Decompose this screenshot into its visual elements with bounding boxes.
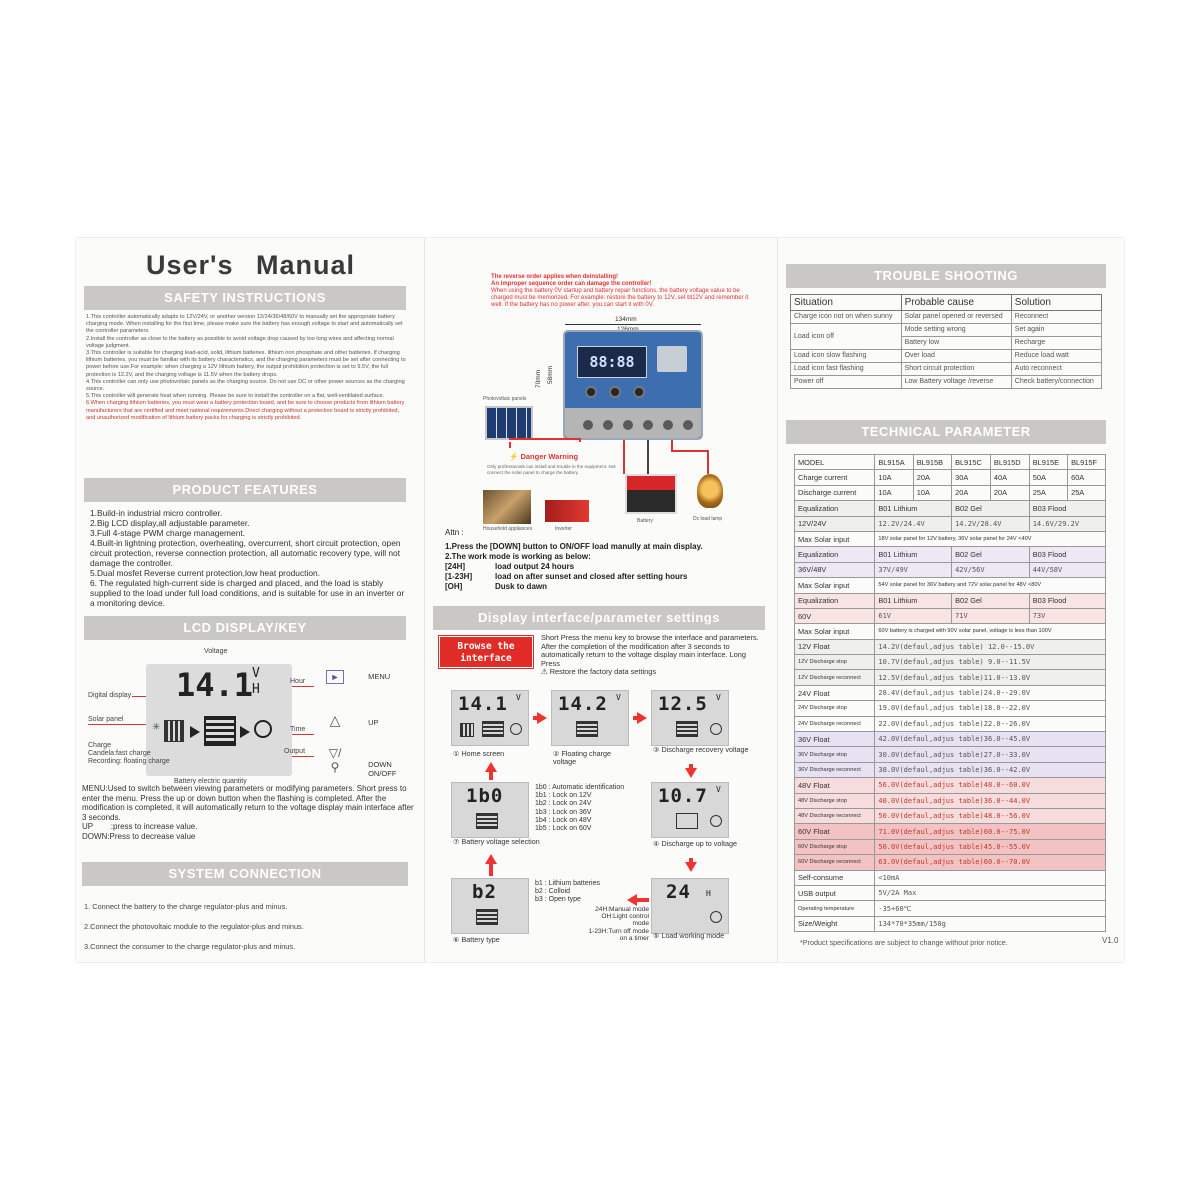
feature-item: 4.Built-in lightning protection, overheating, overcurrent, short circuit protection, open circuit protection, reverse connection protection, all automatic recovery type, will not damage the controller. [90,538,401,568]
charge-label: Charge Candela:fast charge Recording: floating charge [88,742,170,765]
param-value: 42.0V(defaul,adjus table)36.0--45.0V [875,732,1106,747]
output-label: Output [284,748,306,755]
lcd-unit-h: H [252,682,260,697]
safety-item: 2.Install the controller as close to the battery as possible to avoid voltage drop caused by too long wires and affecting normal voltage judgment. [86,335,394,349]
table-row: MODEL BL915A BL915B BL915C BL915D BL915E BL915F [795,455,1106,470]
table-row [795,732,1106,747]
safety-heading: SAFETY INSTRUCTIONS [84,286,406,310]
trouble-shooting-table: Situation Probable cause Solution Charge icon not on when sunny Solar panel opened or reversed Reconnect Load icon off Mode setting wrong Set again Battery low Recharge Load icon slow flashing Over load Reduce load watt Load icon fast flashing Short circuit protection Auto reconnect Power off Low Battery voltage /reverse Check battery/connection [790,294,1102,389]
table-row: Max Solar input 54V solar panel for 36V battery and 72V solar panel for 48V <80V [795,578,1106,593]
screen-load-mode-caption: ⑤ Load working mode [653,931,725,940]
param-label: 24V Float [795,685,875,700]
param-value: 19.0V(defaul,adjus table)18.0--22.0V [875,701,1106,716]
battery-quantity-label: Battery electric quantity [174,778,247,785]
safety-item: 1.This controller automatically adapts to 12V/24V, or another version 12/24/36/48/60V to manually set the appropriate battery charging mode. When installing for the first time, please make sure the battery has enough voltage to start and automatically set the controller parameters. [86,314,403,335]
param-value: 40.0V(defaul,adjus table)36.0--44.0V [875,793,1106,808]
param-label: USB output [795,885,875,900]
arrow-right-icon [537,712,547,724]
dimension-inner-height: 58mm [547,365,554,384]
warning-title-2: An improper sequence order can damage the controller! [491,281,652,287]
param-value: <10mA [875,870,1106,885]
table-row: Charge icon not on when sunny Solar panel opened or reversed Reconnect [791,311,1102,324]
table-row [795,639,1106,654]
household-appliances-image [483,490,531,524]
param-label: 12V Float [795,639,875,654]
browse-interface-label: Browse the interface [439,636,533,668]
panel-right [778,238,1124,962]
table-row: Max Solar input 18V solar panel for 12V battery, 36V solar panel for 24V <40V [795,531,1106,546]
key-description [82,784,418,842]
footnote: *Product specifications are subject to change without prior notice. [800,938,1008,947]
bulb-icon [254,720,272,738]
param-value: 10.7V(defaul,adjus table) 9.0--11.5V [875,655,1106,670]
browse-description: Short Press the menu key to browse the interface and parameters. After the completion of the modification after 3 seconds to automatically return to the voltage display main interface. Long Press ⚠ Restore the factory data settings [541,633,759,677]
param-value: -35+60℃ [875,901,1106,916]
table-row [795,701,1106,716]
up-key-icon: △ [329,712,341,728]
controller-button [633,386,645,398]
sun-icon: ✳ [152,722,161,733]
safety-list [86,314,408,422]
voltage-codes: 1b0 : Automatic identification 1b1 : Lock on 12V 1b2 : Lock on 24V 1b3 : Lock on 36V 1b4 : Lock on 48V 1b5 : Lock on 60V [535,784,625,833]
screen-battery-type-caption: ⑥ Battery type [453,935,500,944]
table-row: 60V 61V 71V 73V [795,608,1106,623]
table-row [795,762,1106,777]
table-row: Power off Low Battery voltage /reverse Check battery/connection [791,376,1102,389]
table-row [795,839,1106,854]
param-label: 24V Discharge stop [795,701,875,716]
system-item: 3.Connect the consumer to the charge regulator-plus and minus. [84,942,296,951]
menu-key-icon: ► [326,670,344,684]
solar-panel-label: Solar panel [88,716,124,723]
param-label: 36V Discharge stop [795,747,875,762]
param-value: 28.4V(defaul,adjus table)24.0--29.0V [875,685,1106,700]
screen-discharge-recovery: 12.5 V [651,690,729,746]
table-row: Charge current 10A 20A 30A 40A 50A 60A [795,470,1106,485]
param-label: Self-consume [795,870,875,885]
dimension-height: 70mm [535,369,542,388]
screen-discharge-recovery-caption: ③ Discharge recovery voltage [653,745,749,754]
screen-discharge-stop: 10.7 V [651,782,729,838]
inverter-image [545,500,589,522]
lcd-diagram [76,642,424,788]
panel-middle [425,238,777,962]
table-row: 36V/48V 37V/49V 42V/56V 44V/58V [795,562,1106,577]
feature-item: 6. The regulated high-current side is charged and placed, and the load is stably supplied to the load under full load conditions, and is suitable for use in an inverter or a monitoring device. [90,578,405,608]
danger-description: Only professionals can install and trouble in the equipment. Not connect the solar panel to charge the battery. [487,464,616,475]
screen-battery-voltage-caption: ⑦ Battery voltage selection [453,837,540,846]
terminal-block [565,408,701,438]
photovoltaic-label: Photovoltaic panels [483,396,527,402]
param-value: 56.0V(defaul,adjus table)48.0--60.0V [875,778,1106,793]
param-value: 38.0V(defaul,adjus table)36.0--42.0V [875,762,1106,777]
param-label: Operating temperature [795,901,875,916]
inverter-label: Inverter [555,526,572,532]
manual-sheet [76,238,1124,962]
arrow-down-icon [685,862,697,872]
controller-lcd: 88:88 [577,346,647,378]
attn-label: Attn : [445,528,464,537]
table-row: Load icon slow flashing Over load Reduce load watt [791,350,1102,363]
table-row [795,855,1106,870]
table-row: Equalization B01 Lithium B02 Gel B03 Flood [795,593,1106,608]
param-value: 134*70*35mm/150g [875,916,1106,931]
table-row [795,778,1106,793]
digital-display-label: Digital display [88,692,132,699]
table-row [795,747,1106,762]
screen-home: 14.1 V [451,690,529,746]
param-label: 48V Discharge stop [795,793,875,808]
screen-battery-type: b2 [451,878,529,934]
table-row [795,885,1106,900]
panel-left [76,238,424,962]
param-value: 50.0V(defaul,adjus table)48.0--56.0V [875,808,1106,823]
safety-item: 5.This controller will generate heat when running. Please be sure to install the controller on a flat, well-ventilated surface. [86,393,385,400]
lamp-image [697,474,723,508]
arrow-down-icon [685,768,697,778]
deinstall-warning [491,274,761,309]
feature-item: 2.Big LCD display,all adjustable parameter. [90,518,250,528]
param-label: 36V Discharge reconnect [795,762,875,777]
technical-parameter-heading: TECHNICAL PARAMETER [786,420,1106,444]
table-row: Equalization B01 Lithium B02 Gel B03 Flood [795,501,1106,516]
param-value: 14.2V(defaul,adjus table) 12.0--15.0V [875,639,1106,654]
param-value: 63.0V(defaul,adjus table)60.0--70.0V [875,855,1106,870]
table-row [795,716,1106,731]
controller-button [609,386,621,398]
table-row [795,685,1106,700]
arrow-right-icon [240,726,250,738]
menu-key: ► MENU [326,670,390,684]
param-label: 60V Discharge reconnect [795,855,875,870]
safety-item: 3.This controller is suitable for charging lead-acid, solid, lithium batteries. lithium iron phosphate and other batteries. If charging lithium batteries, you must be familiar with its battery characteristics, and the charging parameters must be set after connecting to power before use.For example: when charging a 12V lithium battery, the output prohibition protection is set to 9.5V, the full protection is 12.2V, and the charging voltage is 11.5V when the battery drops. [86,350,406,378]
param-label: 48V Float [795,778,875,793]
feature-item: 3.Full 4-stage PWM charge management. [90,528,246,538]
table-row: Load icon fast flashing Short circuit protection Auto reconnect [791,363,1102,376]
battery-image [625,474,677,514]
system-heading: SYSTEM CONNECTION [82,862,408,886]
usb-ports [657,346,687,372]
system-list [84,902,414,962]
screen-load-mode: 24 H [651,878,729,934]
param-value: 22.0V(defaul,adjus table)22.0--26.0V [875,716,1106,731]
down-description: DOWN:Press to decrease value [82,831,196,841]
screen-float-caption: ② Floating charge voltage [553,749,611,766]
table-row [795,824,1106,839]
feature-item: 5.Dual mosfet Reverse current protection,low heat production. [90,568,320,578]
screen-home-caption: ① Home screen [453,749,505,758]
arrow-up-icon [485,762,497,772]
warning-body: When using the battery 0V startup and battery repair functions, the battery voltage value to be charged must be memorized. For example: restore the battery to 12V, set bt12V and remember it well. If the battery has no power after, you can start it with 0V. [491,288,749,308]
technical-parameter-table [794,454,1106,932]
display-settings-heading: Display interface/parameter settings [433,606,765,630]
load-codes: 24H:Manual mode OH:Light control mode 1-23H:Turn off mode on a timer [588,906,649,942]
lcd-digits: 14.1 [176,666,254,704]
param-label: 12V Discharge stop [795,655,875,670]
table-row: Discharge current 10A 10A 20A 20A 25A 25A [795,485,1106,500]
lcd-heading: LCD DISPLAY/KEY [84,616,406,640]
screen-battery-voltage: 1b0 [451,782,529,838]
solar-panel-icon [164,720,184,742]
arrow-left-icon [627,894,637,906]
battery-label: Battery [637,518,653,524]
manual-title: User's Manual [146,250,355,280]
table-row [795,916,1106,931]
lcd-unit-v: V [252,666,260,681]
down-key-icon: ▽/⚲ [328,746,342,774]
arrow-right-icon [190,726,200,738]
param-label: 48V Discharge reconnect [795,808,875,823]
voltage-label: Voltage [204,648,228,655]
menu-description: MENU:Used to switch between viewing parameters or modifying parameters. Short press to enter the menu. Press the up or down button when the flashing is completed. After the modification is completed, it will automatically return to the voltage display main interface after 3 seconds. [82,784,414,822]
table-row [795,655,1106,670]
controller-image [563,330,703,440]
features-heading: PRODUCT FEATURES [84,478,406,502]
param-label: 60V Discharge stop [795,839,875,854]
attn-text: 1.Press the [DOWN] button to ON/OFF load manully at main display. 2.The work mode is working as below: [24H] load output 24 hours [1-23H] load on after sunset and closed after setting hours [OH] Dusk to dawn [445,542,703,591]
screen-discharge-stop-caption: ④ Discharge up to voltage [653,839,737,848]
param-label: 24V Discharge reconnect [795,716,875,731]
param-label: 36V Float [795,732,875,747]
arrow-up-icon [485,854,497,864]
system-item: 1. Connect the battery to the charge regulator-plus and minus. [84,902,288,911]
up-description: UP :press to increase value. [82,822,198,832]
features-list [90,508,408,608]
table-row: Equalization B01 Lithium B02 Gel B03 Flood [795,547,1106,562]
dimension-width: 134mm [615,316,637,323]
safety-item: 4.This controller can only use photovoltaic panels as the charging source. Do not use DC or other power sources as the charging source. [86,378,405,393]
param-value: 12.5V(defaul,adjus table)11.0--13.0V [875,670,1106,685]
system-item: 2.Connect the photovoltaic module to the regulator-plus and minus. [84,922,304,931]
table-row: Battery low Recharge [791,337,1102,350]
dc-lamp-label: Dc load lamp [693,516,723,522]
hour-label: Hour [290,678,306,685]
param-value: 71.0V(defaul,adjus table)60.0--75.0V [875,824,1106,839]
table-row [795,870,1106,885]
time-label: Time [290,726,306,733]
param-value: 30.0V(defaul,adjus table)27.0--33.0V [875,747,1106,762]
table-row: 12V/24V 12.2V/24.4V 14.2V/28.4V 14.6V/29.2V [795,516,1106,531]
trouble-shooting-heading: TROUBLE SHOOTING [786,264,1106,288]
param-label: 60V Float [795,824,875,839]
warning-title: The reverse order applies when deinstalling! [491,274,619,280]
param-label: 12V Discharge reconnect [795,670,875,685]
table-row [795,808,1106,823]
table-row: Load icon off Mode setting wrong Set again [791,324,1102,337]
table-row [795,793,1106,808]
param-value: 50.0V(defaul,adjus table)45.0--55.0V [875,839,1106,854]
feature-item: 1.Build-in industrial micro controller. [90,508,223,518]
battery-codes: b1 : Lithium batteries b2 : Colloid b3 : Open type [535,880,600,904]
danger-warning: ⚡ Danger Warning [509,452,579,461]
table-row: Max Solar input 60V battery is charged with 90V solar panel, voltage is less than 100V [795,624,1106,639]
version-label: V1.0 [1102,936,1119,945]
household-label: Household appliances [483,526,533,532]
down-key: ▽/⚲ DOWN ON/OFF [326,746,396,778]
table-row [795,670,1106,685]
up-key: △ UP [326,712,379,729]
screen-float: 14.2 V [551,690,629,746]
solar-panel-image [485,406,533,440]
param-value: 5V/2A Max [875,885,1106,900]
safety-item-warning: 6.When charging lithium batteries, you must wear a battery protection board, and be sure to choose products from lithium battery manufacturers that are certified and meet national requirements.Direct charging without a protective board is strictly prohibited, and unauthorized modification of lithium battery packs for charging is strictly prohibited. [86,400,405,421]
battery-icon [204,716,236,746]
controller-button [585,386,597,398]
arrow-right-icon [637,712,647,724]
param-label: Size/Weight [795,916,875,931]
table-row [795,901,1106,916]
